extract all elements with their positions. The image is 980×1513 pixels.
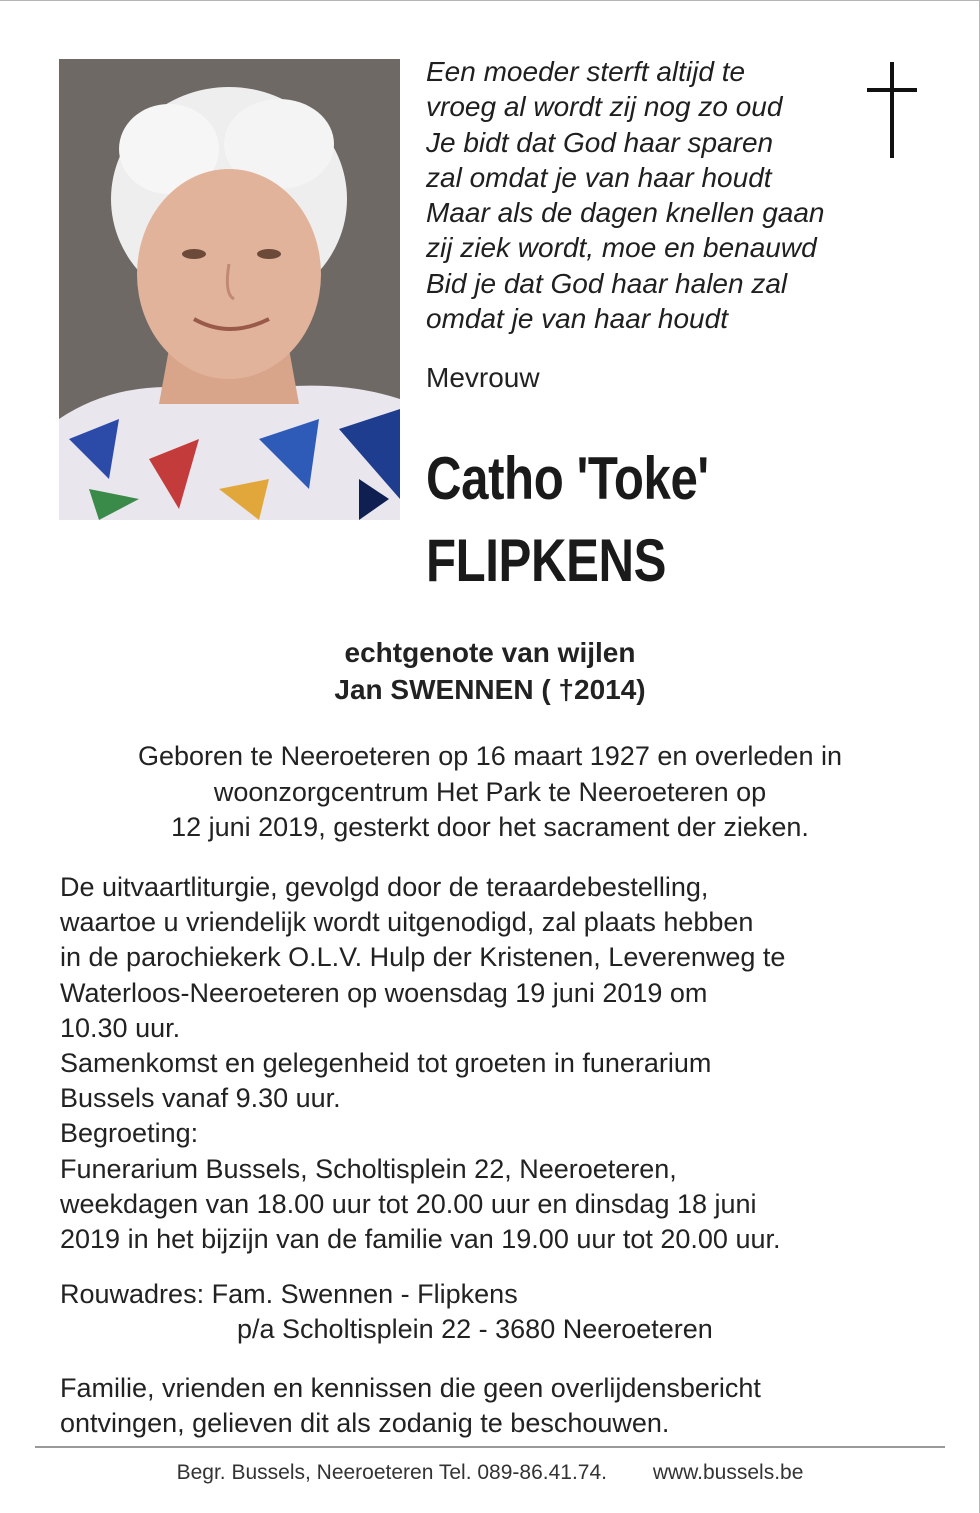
poem-line: Maar als de dagen knellen gaan xyxy=(426,197,825,229)
spouse-line1: echtgenote van wijlen xyxy=(344,637,636,668)
honorific: Mevrouw xyxy=(426,362,540,393)
poem-line: vroeg al wordt zij nog zo oud xyxy=(426,91,783,123)
address-line1: Rouwadres: Fam. Swennen - Flipkens xyxy=(60,1279,518,1309)
service-line: De uitvaartliturgie, gevolgd door de teraardebestelling, xyxy=(60,872,709,902)
deceased-name-line2: FLIPKENS xyxy=(426,527,667,594)
service-line: Samenkomst en gelegenheid tot groeten in funerarium xyxy=(60,1048,712,1079)
website-link[interactable]: www.bussels.be xyxy=(652,1461,804,1484)
portrait-photo xyxy=(59,59,400,520)
service-line: Begroeting: xyxy=(60,1118,199,1149)
birth-death-info xyxy=(60,739,920,846)
poem-line: Een moeder sterft altijd te xyxy=(426,56,746,87)
card-border-top xyxy=(0,0,980,1)
portrait-illustration xyxy=(59,59,400,520)
notice-line: ontvingen, gelieven dit als zodanig te beschouwen. xyxy=(60,1408,670,1439)
funeral-home-contact: Begr. Bussels, Neeroeteren Tel. 089-86.41.74. xyxy=(176,1461,607,1484)
cross-icon xyxy=(862,62,922,158)
birth-death-line: 12 juni 2019, gesterkt door het sacrament der zieken. xyxy=(171,812,809,842)
mourning-address xyxy=(60,1277,920,1347)
service-line: 2019 in het bijzijn van de familie van 19.00 uur tot 20.00 uur. xyxy=(60,1224,781,1255)
service-line: Funerarium Bussels, Scholtisplein 22, Neeroeteren, xyxy=(60,1153,677,1184)
spouse-info xyxy=(0,634,980,708)
notice-text xyxy=(60,1371,920,1441)
footer xyxy=(0,1461,980,1485)
service-line: weekdagen van 18.00 uur tot 20.00 uur en dinsdag 18 juni xyxy=(60,1188,757,1219)
address-line2: p/a Scholtisplein 22 - 3680 Neeroeteren xyxy=(237,1314,713,1345)
footer-divider xyxy=(35,1446,945,1448)
poem-line: zij ziek wordt, moe en benauwd xyxy=(426,232,817,264)
service-line: Bussels vanaf 9.30 uur. xyxy=(60,1083,341,1114)
deceased-name-line1: Catho 'Toke' xyxy=(426,445,709,512)
memorial-poem xyxy=(426,54,866,336)
service-line: Waterloos-Neeroeteren op woensdag 19 juni 2019 om xyxy=(60,977,708,1008)
poem-line: Bid je dat God haar halen zal xyxy=(426,267,788,299)
birth-death-line: woonzorgcentrum Het Park te Neeroeteren op xyxy=(213,776,767,807)
deceased-name xyxy=(426,438,852,602)
service-line: waartoe u vriendelijk wordt uitgenodigd, zal plaats hebben xyxy=(60,907,754,938)
birth-death-line: Geboren te Neeroeteren op 16 maart 1927 en overleden in xyxy=(138,741,842,771)
service-line: 10.30 uur. xyxy=(60,1012,181,1043)
poem-line: Je bidt dat God haar sparen xyxy=(426,126,774,158)
funeral-service-info xyxy=(60,870,920,1257)
spouse-line2: Jan SWENNEN ( †2014) xyxy=(334,674,646,705)
poem-line: zal omdat je van haar houdt xyxy=(426,161,772,193)
service-line: in de parochiekerk O.L.V. Hulp der Kristenen, Leverenweg te xyxy=(60,942,786,973)
poem-line: omdat je van haar houdt xyxy=(426,303,728,335)
notice-line: Familie, vrienden en kennissen die geen overlijdensbericht xyxy=(60,1373,761,1403)
